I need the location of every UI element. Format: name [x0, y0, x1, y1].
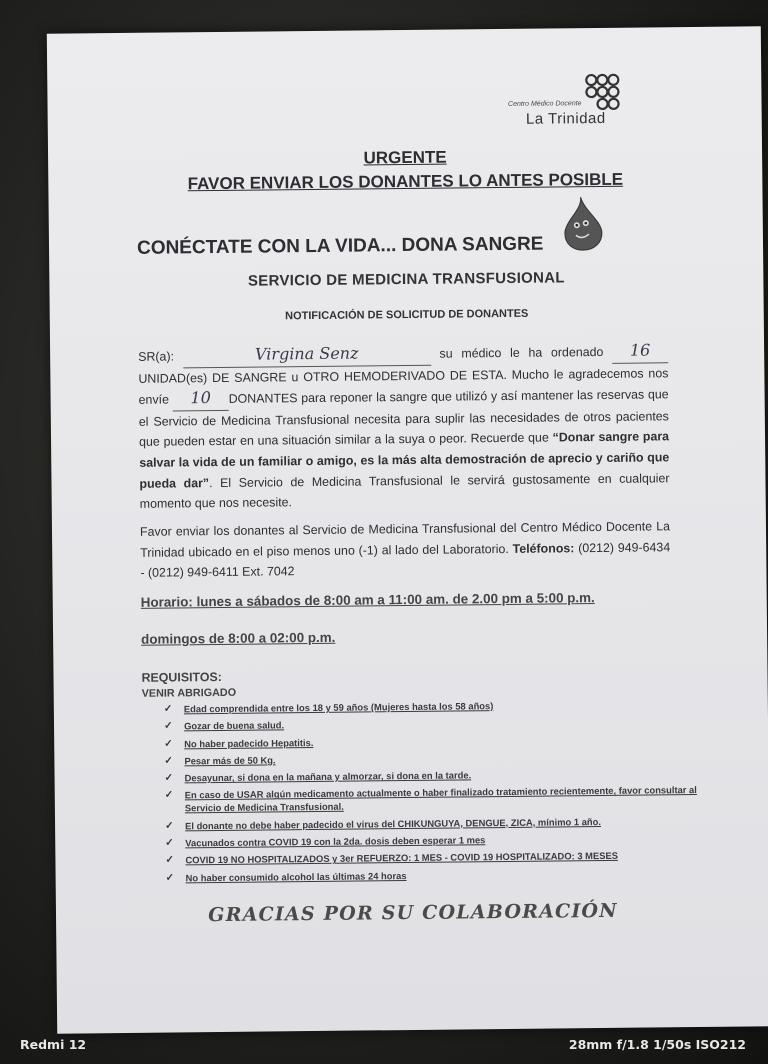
service-heading: SERVICIO DE MEDICINA TRANSFUSIONAL	[247, 269, 565, 290]
check-icon: ✓	[164, 738, 173, 750]
check-icon: ✓	[164, 772, 174, 784]
check-icon: ✓	[165, 837, 174, 849]
requirements-list	[162, 697, 704, 889]
donation-quote: “Donar sangre para salvar la vida de un familiar o amigo, es la más alta demostración de aprecio y cariño que pueda dar”	[139, 429, 670, 491]
camera-device-label: Redmi 12	[20, 1037, 87, 1052]
urgent-heading: URGENTE	[363, 147, 447, 168]
phones-value: (0212) 949-6434 - (0212) 949-6411 Ext. 7042	[140, 539, 671, 581]
check-icon: ✓	[165, 872, 175, 884]
list-item: ✓ Edad comprendida entre los 18 y 59 años (Mujeres hasta los 58 años)	[163, 700, 494, 715]
schedule-sundays: domingos de 8:00 a 02:00 p.m.	[141, 629, 336, 647]
list-item: ✓ Vacunados contra COVID 19 con la 2da. dosis deben esperar 1 mes	[165, 834, 486, 849]
check-icon: ✓	[164, 755, 173, 767]
list-item: ✓ En caso de USAR algún medicamento actualmente o haber finalizado tratamiento recientemente, favor consultar al Servicio de Medicina Transfusional.	[164, 784, 697, 814]
check-icon: ✓	[164, 789, 174, 802]
text-b: UNIDAD(es) DE SANGRE u OTRO HEMODERIVADO DE ESTA. Mucho le agradecemos nos envíe	[138, 365, 669, 408]
request-paragraph	[138, 340, 670, 514]
contact-text: Favor enviar los donantes al Servicio de Medicina Transfusional del Centro Médico Docente La Trinidad ubicado en el piso menos uno (-1) al lado del Laboratorio.	[139, 519, 671, 560]
text-c: DONANTES para reponer la sangre que utilizó y así mantener las reservas que el Servicio de Medicina Transfusional necesita para suplir las necesidades de otros pacientes que pueden estar en una situación similar a la suya o peor. Recuerde que	[138, 387, 669, 450]
contact-paragraph	[140, 516, 671, 583]
favor-heading: FAVOR ENVIAR LOS DONANTES LO ANTES POSIBLE	[187, 169, 624, 194]
list-item: ✓ Pesar más de 50 Kg.	[164, 754, 276, 767]
list-item: ✓ Desayunar, si dona en la mañana y almorzar, si dona en la tarde.	[164, 769, 472, 784]
donors-field	[173, 388, 229, 411]
check-icon: ✓	[165, 820, 174, 832]
requirements-subtitle: VENIR ABRIGADO	[141, 686, 237, 700]
check-icon: ✓	[163, 720, 173, 732]
patient-name-value: Virgina Senz	[254, 343, 359, 364]
units-value: 16	[629, 340, 651, 360]
list-item: ✓ Gozar de buena salud.	[163, 719, 285, 732]
requirements-title: REQUISITOS:	[141, 669, 222, 685]
notification-heading: NOTIFICACIÓN DE SOLICITUD DE DONANTES	[285, 307, 529, 323]
list-item: ✓ No haber consumido alcohol las últimas 24 horas	[165, 869, 407, 884]
list-item: ✓ El donante no debe haber padecido el virus del CHIKUNGUYA, DENGUE, ZICA, mínimo 1 año.	[165, 815, 601, 832]
patient-name-field	[183, 343, 431, 368]
logo-name: La Trinidad	[525, 109, 606, 128]
text-a: su médico le ha ordenado	[439, 344, 604, 361]
blood-drop-icon	[558, 193, 609, 254]
logo-subtitle: Centro Médico Docente	[507, 100, 582, 108]
logo-dots-icon	[581, 72, 621, 112]
units-field	[612, 340, 668, 363]
list-item: ✓ No haber padecido Hepatitis.	[164, 736, 314, 750]
slogan-heading: CONÉCTATE CON LA VIDA... DONA SANGRE	[136, 233, 544, 259]
list-item: ✓ COVID 19 NO HOSPITALIZADOS y 3er REFUERZO: 1 MES - COVID 19 HOSPITALIZADO: 3 MESES	[165, 850, 619, 866]
text-d: . El Servicio de Medicina Transfusional le servirá gustosamente en cualquier momento que nos necesite.	[139, 470, 670, 511]
document-page	[47, 26, 768, 1033]
camera-settings-label: 28mm f/1.8 1/50s ISO212	[568, 1037, 746, 1052]
schedule-weekdays: Horario: lunes a sábados de 8:00 am a 11:00 am. de 2.00 pm a 5:00 p.m.	[140, 590, 595, 610]
sr-label: SR(a):	[138, 349, 175, 364]
check-icon: ✓	[165, 854, 174, 866]
phones-label: Teléfonos:	[512, 540, 575, 556]
closing-text: GRACIAS POR SU COLABORACIÓN	[208, 899, 618, 927]
donors-value: 10	[190, 388, 211, 408]
check-icon: ✓	[163, 703, 173, 715]
